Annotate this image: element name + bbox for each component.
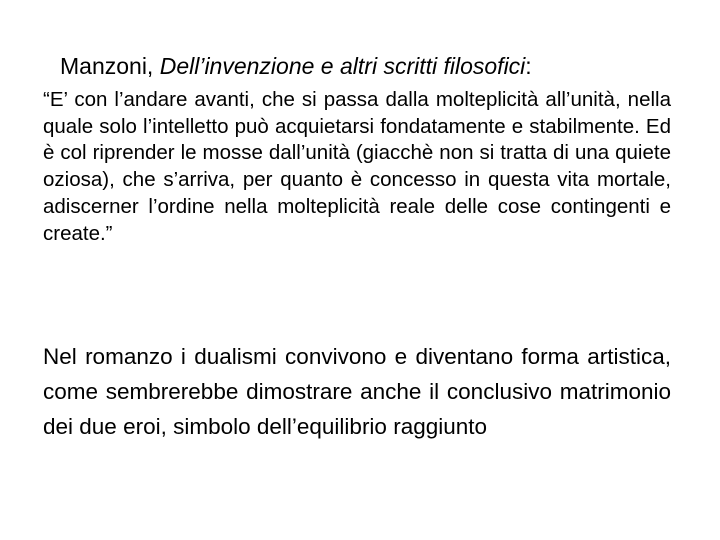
heading-suffix: : — [525, 53, 532, 79]
quote-paragraph: “E’ con l’andare avanti, che si passa dalla molteplicità all’unità, nella quale solo l’intelletto può acquietarsi fondatamente e stabilmente. Ed è col riprender le mosse dall’unità (giacchè non si tratta di una quiete oziosa), che s’arriva, per quanto è concesso in questa vita mortale, adiscerner l’ordine nella molteplicità reale delle cose contingenti e create.” — [43, 88, 671, 245]
heading-work-title: Dell’invenzione e altri scritti filosofici — [159, 53, 526, 79]
slide-heading — [60, 50, 532, 82]
heading-author: Manzoni, — [60, 53, 160, 79]
commentary-paragraph: Nel romanzo i dualismi convivono e diventano forma artistica, come sembrerebbe dimostrare anche il conclusivo matrimonio dei due eroi, simbolo dell’equilibrio raggiunto — [43, 344, 671, 439]
